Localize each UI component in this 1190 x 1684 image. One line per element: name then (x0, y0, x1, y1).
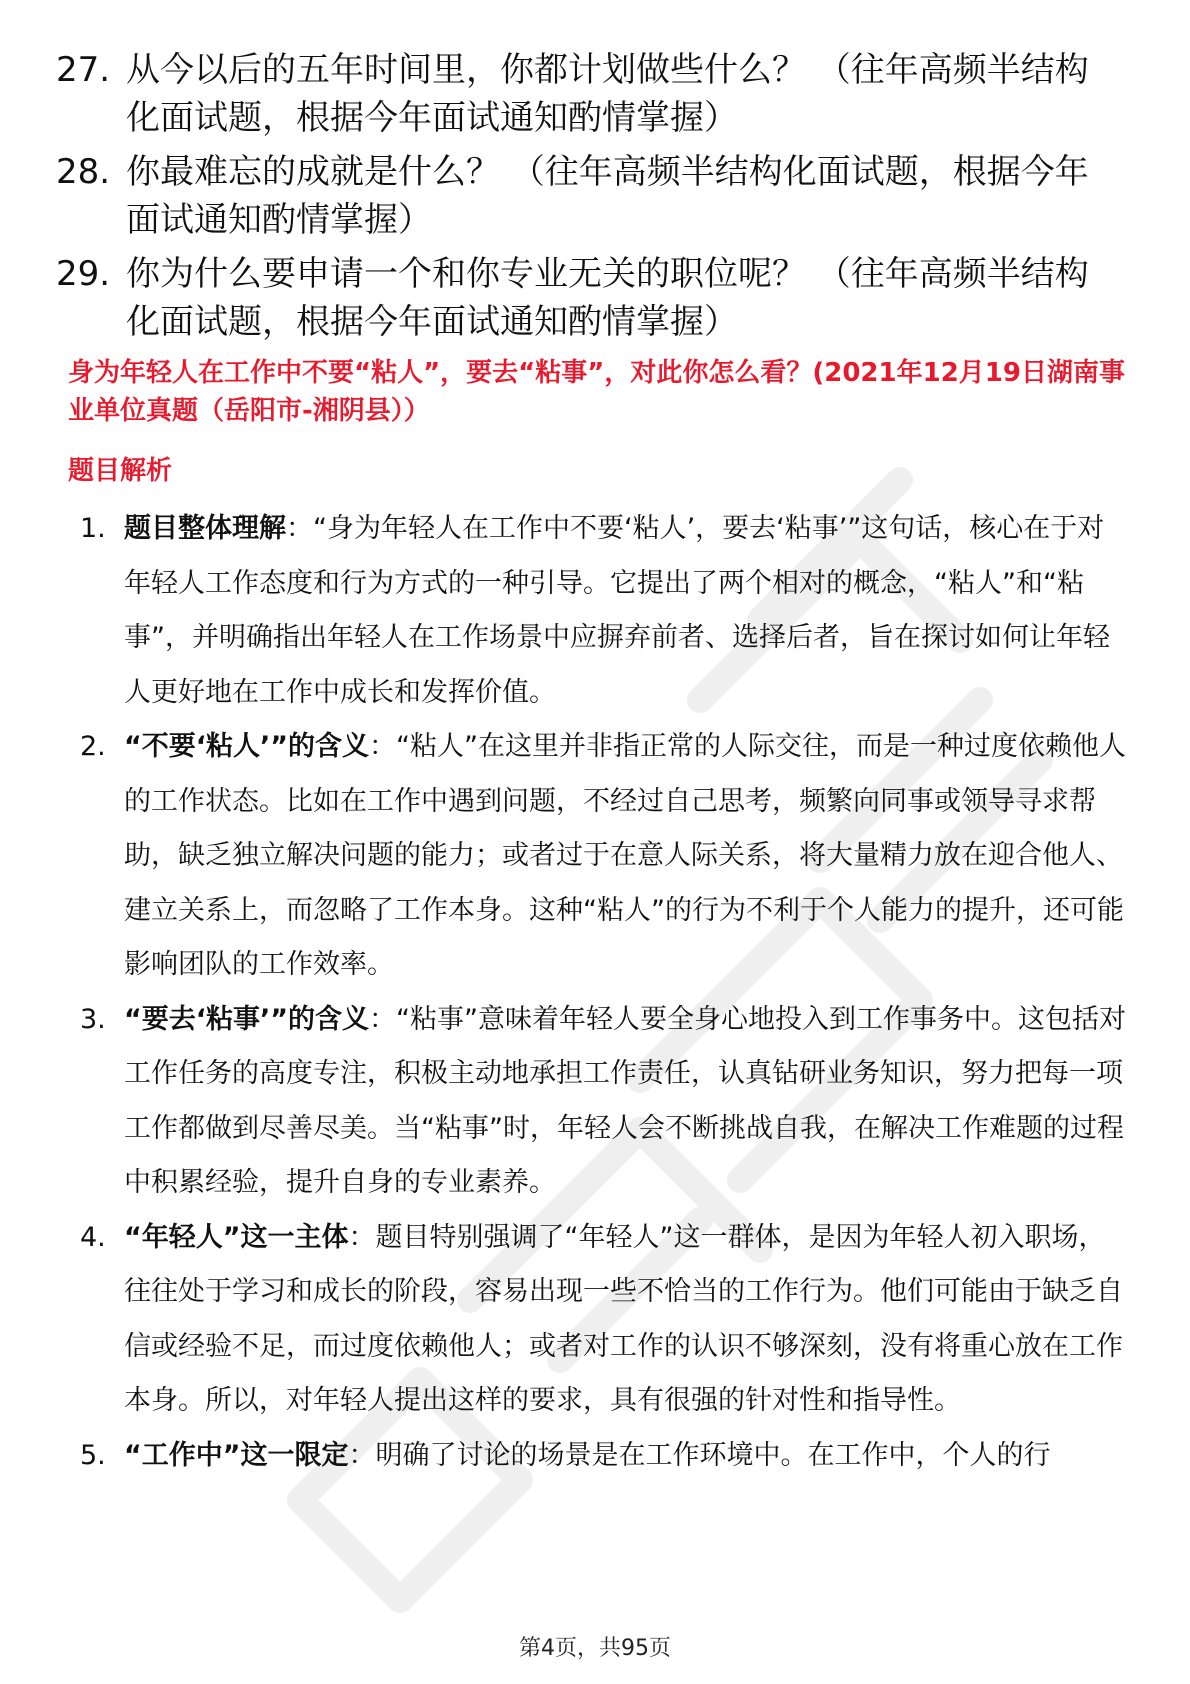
analysis-title: “不要‘粘人’”的含义 (124, 731, 370, 762)
page-footer: 第4页，共95页 (519, 1636, 671, 1661)
analysis-number: 2. (80, 731, 106, 762)
analysis-title: “工作中”这一限定 (124, 1439, 349, 1471)
analysis-item (80, 1429, 1130, 1484)
question-text: 从今以后的五年时间里，你都计划做些什么？ （往年高频半结构化面试题，根据今年面试通知酌情掌握） (126, 50, 1089, 138)
analysis-body: ：题目特别强调了“年轻人”这一群体，是因为年轻人初入职场，往往处于学习和成长的阶段，容易出现一些不恰当的工作行为。他们可能由于缺乏自信或经验不足，而过度依赖他人；或者对工作的认识不够深刻，没有将重心放在工作本身。所以，对年轻人提出这样的要求，具有很强的针对性和指导性。 (124, 1221, 1123, 1416)
analysis-body: ：“身为年轻人在工作中不要‘粘人’，要去‘粘事’”这句话，核心在于对年轻人工作态度和行为方式的一种引导。它提出了两个相对的概念，“粘人”和“粘事”，并明确指出年轻人在工作场景中应摒弃前者、选择后者，旨在探讨如何让年轻人更好地在工作中成长和发挥价值。 (124, 513, 1110, 708)
analysis-item (80, 1211, 1130, 1429)
question-item (56, 46, 1116, 142)
question-item (56, 148, 1116, 244)
analysis-number: 3. (80, 1003, 106, 1035)
analysis-item (80, 720, 1130, 993)
question-text: 你最难忘的成就是什么？ （往年高频半结构化面试题，根据今年面试通知酌情掌握） (126, 152, 1089, 240)
analysis-body: ：“粘人”在这里并非指正常的人际交往，而是一种过度依赖他人的工作状态。比如在工作中遇到问题，不经过自己思考，频繁向同事或领导寻求帮助，缺乏独立解决问题的能力；或者过于在意人际关系，将大量精力放在迎合他人、建立关系上，而忽略了工作本身。这种“粘人”的行为不利于个人能力的提升，还可能影响团队的工作效率。 (124, 731, 1126, 980)
analysis-body: ：“粘事”意味着年轻人要全身心地投入到工作事务中。这包括对工作任务的高度专注，积极主动地承担工作责任，认真钻研业务知识，努力把每一项工作都做到尽善尽美。当“粘事”时，年轻人会不断挑战自我，在解决工作难题的过程中积累经验，提升自身的专业素养。 (124, 1003, 1126, 1198)
question-number: 27. (56, 50, 111, 90)
analysis-title: “要去‘粘事’”的含义 (124, 1003, 370, 1035)
question-number: 28. (56, 152, 111, 192)
analysis-item (80, 502, 1130, 720)
question-text: 你为什么要申请一个和你专业无关的职位呢？ （往年高频半结构化面试题，根据今年面试通知酌情掌握） (126, 254, 1089, 342)
question-list (56, 46, 1116, 352)
analysis-body: ：明确了讨论的场景是在工作环境中。在工作中，个人的行 (348, 1439, 1051, 1471)
analysis-number: 5. (80, 1439, 106, 1471)
question-number: 29. (56, 254, 111, 294)
exam-question-heading: 身为年轻人在工作中不要“粘人”，要去“粘事”，对此你怎么看？(2021年12月19日湖南事业单位真题（岳阳市-湘阴县）） (68, 358, 1125, 426)
analysis-item (80, 993, 1130, 1211)
analysis-title: 题目整体理解 (124, 513, 286, 544)
analysis-number: 4. (80, 1221, 106, 1253)
analysis-label: 题目解析 (68, 456, 173, 486)
question-item (56, 250, 1116, 346)
analysis-list (80, 502, 1130, 1483)
analysis-title: “年轻人”这一主体 (124, 1221, 349, 1253)
analysis-number: 1. (80, 513, 106, 544)
